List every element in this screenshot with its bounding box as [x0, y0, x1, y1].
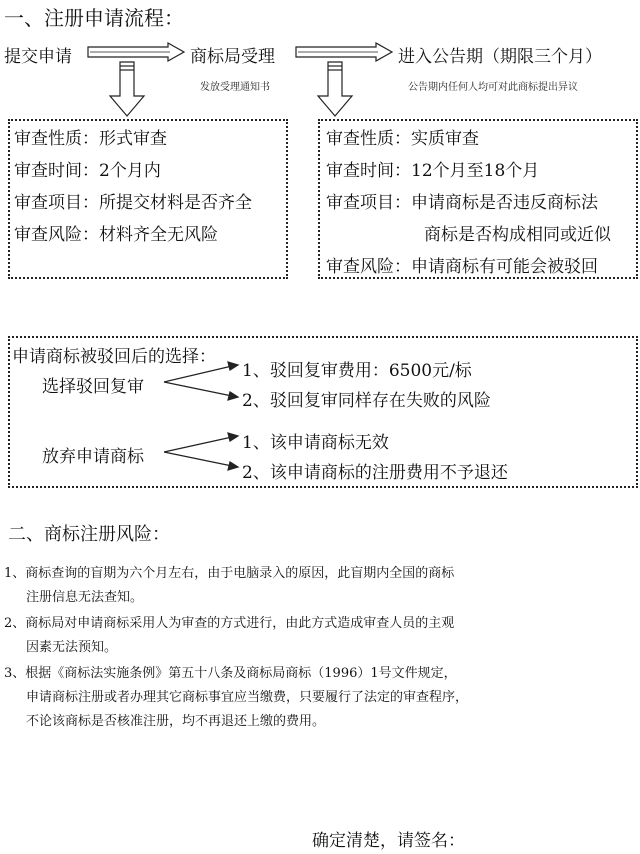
substantive-time: 审查时间：12个月至18个月	[326, 161, 540, 181]
substantive-nature: 审查性质：实质审查	[326, 129, 479, 149]
flow-note-accept: 发放受理通知书	[200, 82, 270, 93]
flow-step-submit: 提交申请	[4, 47, 72, 67]
signature-prompt: 确定清楚，请签名：	[312, 831, 465, 851]
formal-risk: 审查风险：材料齐全无风险	[14, 225, 218, 245]
option-abandon-label: 放弃申请商标	[42, 447, 144, 467]
option-abandon-item: 2、该申请商标的注册费用不予退还	[242, 463, 508, 483]
formal-exam-box	[8, 119, 288, 279]
risk-item-line: 因素无法预知。	[26, 640, 118, 655]
down-arrow-icon	[318, 62, 352, 116]
risk-item-line: 2、商标局对申请商标采用人为审查的方式进行，由此方式造成审查人员的主观	[4, 616, 455, 631]
risk-item-line: 1、商标查询的盲期为六个月左右，由于电脑录入的原因，此盲期内全国的商标	[4, 566, 455, 581]
risk-item	[4, 662, 468, 734]
risk-item	[4, 562, 454, 610]
option-review-item: 1、驳回复审费用：6500元/标	[242, 361, 472, 381]
flow-note-publication: 公告期内任何人均可对此商标提出异议	[408, 82, 578, 93]
formal-items: 审查项目：所提交材料是否齐全	[14, 193, 252, 213]
risk-item-line: 不论该商标是否核准注册，均不再退还上缴的费用。	[26, 714, 326, 729]
substantive-exam-box	[318, 119, 638, 279]
risk-item-line: 申请商标注册或者办理其它商标事宜应当缴费，只要履行了法定的审查程序，	[26, 690, 469, 705]
substantive-items: 审查项目：申请商标是否违反商标法	[326, 193, 598, 213]
section1-title: 一、注册申请流程：	[4, 6, 184, 30]
down-arrow-icon	[110, 62, 144, 116]
right-arrow-icon	[88, 43, 184, 61]
option-abandon-item: 1、该申请商标无效	[242, 433, 389, 453]
flow-step-accept: 商标局受理	[190, 47, 275, 67]
section2-title: 二、商标注册风险：	[8, 524, 170, 545]
substantive-items-cont: 商标是否构成相同或近似	[424, 225, 611, 245]
right-arrow-icon	[296, 43, 392, 61]
formal-nature: 审查性质：形式审查	[14, 129, 167, 149]
option-review-label: 选择驳回复审	[42, 377, 144, 397]
formal-time: 审查时间：2个月内	[14, 161, 161, 181]
option-review-item: 2、驳回复审同样存在失败的风险	[242, 391, 491, 411]
rejection-title: 申请商标被驳回后的选择：	[12, 347, 216, 367]
risk-item-line: 注册信息无法查知。	[26, 590, 144, 605]
flow-step-publication: 进入公告期（期限三个月）	[398, 47, 602, 67]
substantive-risk: 审查风险：申请商标有可能会被驳回	[326, 257, 598, 277]
risk-item-line: 3、根据《商标法实施条例》第五十八条及商标局商标（1996）1号文件规定，	[4, 666, 457, 681]
risk-item	[4, 612, 454, 660]
